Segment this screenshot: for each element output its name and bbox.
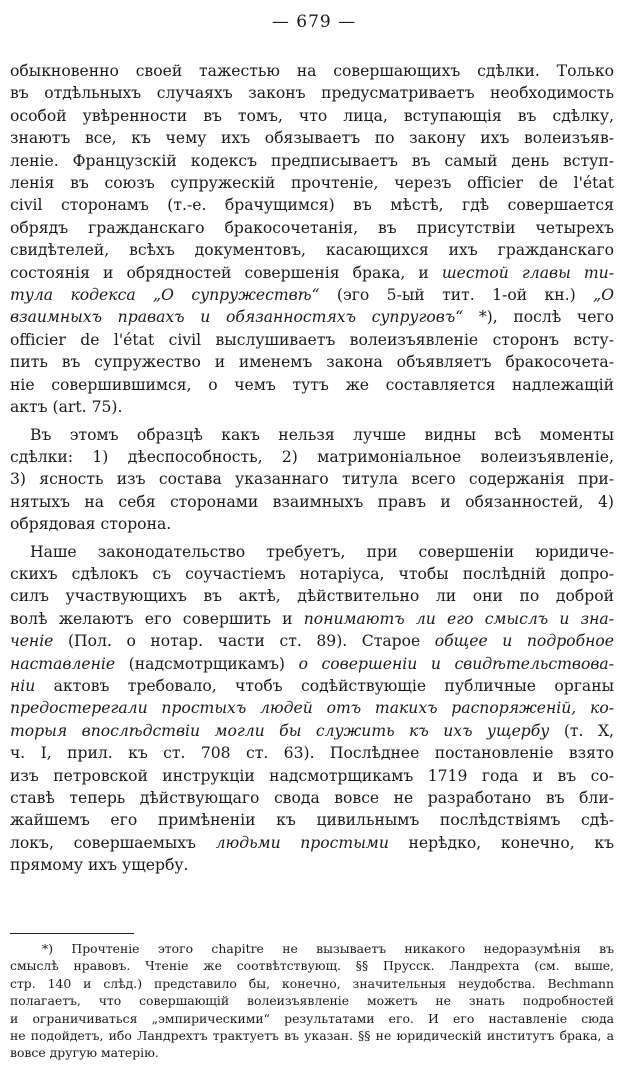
text-segment: (надсмотрщикамъ) bbox=[115, 654, 299, 673]
text-line bbox=[10, 608, 614, 630]
italic-segment: ченіе bbox=[10, 632, 54, 651]
text-segment: актъ (art. 75). bbox=[10, 398, 123, 417]
text-segment: актовъ требовало, чтобъ содѣйствующіе публичные органы bbox=[35, 676, 614, 695]
text-line bbox=[10, 374, 614, 396]
italic-segment: „О bbox=[593, 286, 614, 305]
text-line bbox=[10, 787, 614, 809]
text-segment: пить въ супружество и именемъ закона объявляетъ бракосочета- bbox=[10, 353, 614, 372]
page-number: — 679 — bbox=[271, 12, 357, 32]
italic-segment: понимаютъ ли его смыслъ и зна- bbox=[303, 609, 614, 628]
text-segment: знаютъ все, къ чему ихъ обязываетъ по закону ихъ волеизъяв- bbox=[10, 129, 614, 148]
text-segment: (эго 5-ый тит. 1-ой кн.) bbox=[319, 286, 594, 305]
text-segment: officier de l'état civil выслушиваетъ волеизъявленіе сторонъ всту- bbox=[10, 330, 614, 349]
text-segment: прямому ихъ ущербу. bbox=[10, 856, 189, 875]
text-segment: свидѣтелей, всѣхъ документовъ, касающихся ихъ гражданскаго bbox=[10, 241, 614, 260]
italic-segment: ніи bbox=[10, 676, 36, 695]
text-line bbox=[10, 832, 614, 854]
text-segment: Наше законодательство требуетъ, при совершеніи юридиче- bbox=[30, 542, 614, 561]
text-line bbox=[10, 239, 614, 261]
text-line bbox=[10, 697, 614, 719]
text-segment: ставѣ теперь дѣйствующаго свода вовсе не разработано въ бли- bbox=[10, 789, 614, 807]
text-segment: въ отдѣльныхъ случаяхъ законъ предусматриваетъ необходимость bbox=[10, 84, 614, 103]
text-line bbox=[10, 468, 614, 490]
text-line bbox=[10, 424, 614, 446]
footnote-line: *) Прочтеніе этого chapitre не вызываетъ никакого недоразумѣнія въ bbox=[42, 941, 614, 956]
text-segment: локъ, совершаемыхъ bbox=[10, 833, 216, 852]
text-line bbox=[10, 720, 614, 742]
text-segment: ніе совершившимся, о чемъ тутъ же составляется надлежащій bbox=[10, 375, 614, 394]
text-line bbox=[10, 446, 614, 468]
text-line bbox=[10, 284, 614, 306]
text-segment: (т. X, bbox=[549, 721, 615, 740]
text-segment: леніе. Французскій кодексъ предписываетъ въ самый день вступ- bbox=[10, 151, 614, 170]
italic-segment: взаимныхъ правахъ и обязанностяхъ супруговъ“ bbox=[10, 308, 464, 327]
footnote-line: не подойдетъ, ибо Ландрехтъ трактуетъ въ указан. §§ не юридическій институтъ брака, а вовсе другую матерію. bbox=[10, 1028, 614, 1061]
text-line bbox=[10, 329, 614, 351]
footnote-divider bbox=[10, 933, 134, 934]
main-text bbox=[10, 60, 614, 877]
text-segment: обрядовая сторона. bbox=[10, 515, 172, 534]
text-line bbox=[10, 585, 614, 607]
text-line bbox=[10, 60, 614, 82]
text-line bbox=[10, 854, 614, 876]
italic-segment: шестой главы ти- bbox=[441, 263, 614, 282]
text-line bbox=[10, 675, 614, 697]
text-segment: особой увѣренности въ томъ, что лица, вступающія въ сдѣлку, bbox=[10, 106, 614, 125]
text-segment: жайшемъ его примѣненіи къ цивильнымъ послѣдствіямъ сдѣ- bbox=[10, 811, 614, 830]
text-line bbox=[10, 82, 614, 104]
text-line bbox=[10, 262, 614, 284]
text-segment: скихъ сдѣлокъ съ соучастіемъ нотаріуса, чтобы послѣдній допро- bbox=[10, 564, 614, 583]
text-segment: силъ участвующихъ въ актѣ, дѣйствительно ли они по доброй bbox=[10, 587, 614, 606]
text-line bbox=[10, 541, 614, 563]
text-segment: (Пол. о нотар. части ст. 89). Старое bbox=[53, 632, 435, 651]
italic-segment: общее и подробное bbox=[434, 632, 614, 651]
text-line bbox=[10, 653, 614, 675]
italic-segment: наставленіе bbox=[10, 654, 116, 673]
text-line bbox=[10, 127, 614, 149]
text-segment: обрядъ гражданскаго бракосочетанія, въ присутствіи четырехъ bbox=[10, 218, 614, 237]
footnote-line: полагаетъ, что совершающій волеизъявленіе можетъ не знать подробностей bbox=[10, 993, 614, 1009]
italic-segment: предостерегали простыхъ людей отъ такихъ распоряженій, ко- bbox=[10, 699, 614, 718]
text-segment: сдѣлки: 1) дѣеспособность, 2) матримоніальное волеизъявленіе, bbox=[10, 447, 614, 466]
text-line bbox=[10, 563, 614, 585]
text-segment: состоянія и обрядностей совершенія брака, и bbox=[10, 263, 442, 282]
text-segment: обыкновенно своей тажестью на совершающихъ сдѣлки. Только bbox=[10, 62, 614, 80]
text-line bbox=[10, 194, 614, 216]
italic-segment: о совершеніи и свидѣтельствова- bbox=[298, 654, 614, 673]
text-segment: 3) ясность изъ состава указаннаго титула всего содержанія при- bbox=[10, 470, 614, 489]
text-line bbox=[10, 306, 614, 328]
text-line bbox=[10, 742, 614, 764]
text-line bbox=[10, 217, 614, 239]
text-line bbox=[10, 172, 614, 194]
text-segment: Въ этомъ образцѣ какъ нельзя лучше видны всѣ моменты bbox=[30, 425, 614, 444]
text-segment: нятыхъ на себя сторонами взаимныхъ правъ и обязанностей, 4) bbox=[10, 492, 614, 511]
text-segment: волѣ желаютъ его совершить и bbox=[10, 609, 304, 628]
text-segment: *), послѣ чего bbox=[463, 308, 614, 327]
text-segment: ч. I, прил. къ ст. 708 ст. 63). Послѣднее постановленіе взято bbox=[10, 744, 614, 763]
text-segment: изъ петровской инструкціи надсмотрщикамъ 1719 года и въ со- bbox=[10, 766, 614, 785]
text-line bbox=[10, 630, 614, 652]
italic-segment: людьми простыми bbox=[215, 833, 389, 852]
text-line bbox=[10, 150, 614, 172]
text-segment: нерѣдко, конечно, къ bbox=[388, 833, 614, 852]
text-segment: civil сторонамъ (т.-е. брачущимся) въ мѣстѣ, гдѣ совершается bbox=[10, 196, 614, 215]
text-line bbox=[10, 765, 614, 787]
footnote-line: и ограничиваться „эмпирическими“ результатами его. И его наставленіе сюда bbox=[10, 1010, 614, 1026]
italic-segment: торыя впослѣдствіи могли бы служить къ ихъ ущербу bbox=[10, 721, 550, 740]
text-line bbox=[10, 513, 614, 535]
footnote-line: стр. 140 и слѣд.) представило бы, конечно, значительныя неудобства. Bechmann bbox=[10, 975, 614, 991]
text-line bbox=[10, 809, 614, 831]
text-line bbox=[10, 105, 614, 127]
footnote-line: смыслѣ нравовъ. Чтеніе же соотвѣтствующ. §§ Прусск. Ландрехта (см. выше, bbox=[10, 958, 614, 974]
footnote bbox=[10, 940, 614, 1062]
text-line bbox=[10, 396, 614, 418]
text-segment: ленія въ союзъ супружескій прочтеніе, черезъ officier de l'état bbox=[10, 174, 614, 193]
text-line bbox=[10, 351, 614, 373]
italic-segment: тула кодекса „О супружествѣ“ bbox=[10, 286, 320, 305]
text-line bbox=[10, 491, 614, 513]
